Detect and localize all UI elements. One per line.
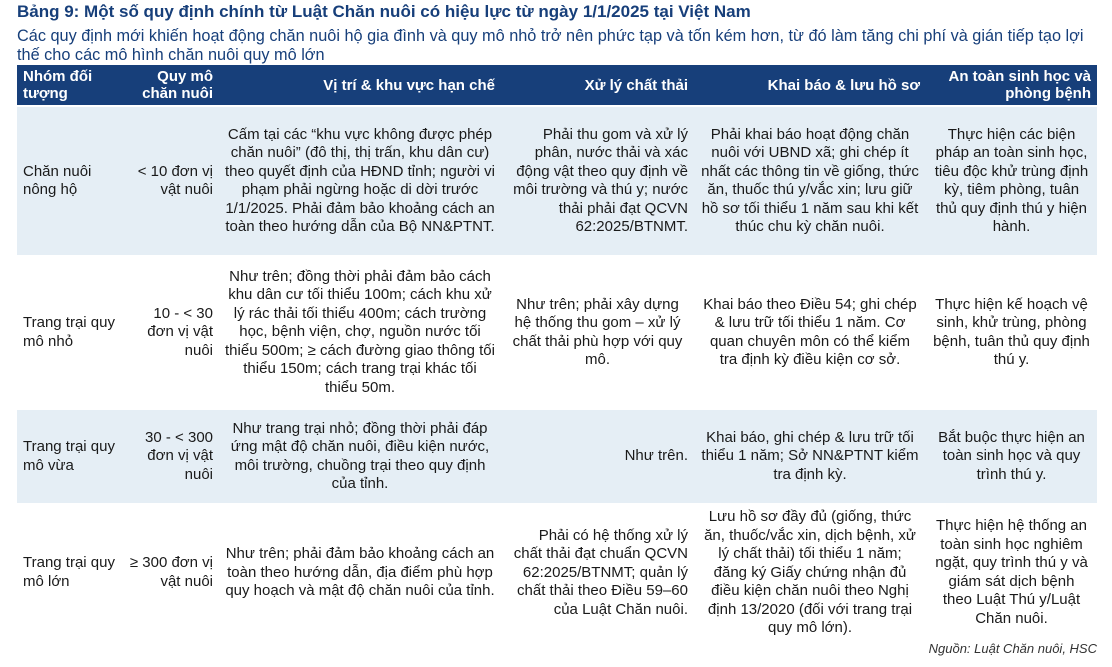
cell-biosecurity: Bắt buộc thực hiện an toàn sinh học và quy trình thú y. bbox=[926, 409, 1097, 504]
cell-biosecurity: Thực hiện các biện pháp an toàn sinh học, tiêu độc khử trùng định kỳ, tiêm phòng, tuân thủ quy định thú y hiện hành. bbox=[926, 106, 1097, 256]
cell-biosecurity: Thực hiện kế hoạch vệ sinh, khử trùng, phòng bệnh, tuân thủ quy định thú y. bbox=[926, 256, 1097, 409]
header-scale: Quy mô chăn nuôi bbox=[122, 65, 219, 106]
cell-location: Như trang trại nhỏ; đồng thời phải đáp ứng mật độ chăn nuôi, điều kiện nước, môi trường, chuồng trại theo quy định của tỉnh. bbox=[219, 409, 501, 504]
table-row bbox=[17, 106, 1097, 256]
table-subtitle: Các quy định mới khiến hoạt động chăn nuôi hộ gia đình và quy mô nhỏ trở nên phức tạp và tốn kém hơn, từ đó làm tăng chi phí và gián tiếp tạo lợi thế cho các mô hình chăn nuôi quy mô lớn bbox=[17, 27, 1084, 64]
table-title: Bảng 9: Một số quy định chính từ Luật Chăn nuôi có hiệu lực từ ngày 1/1/2025 tại Việt Nam bbox=[17, 2, 751, 21]
cell-group: Trang trại quy mô lớn bbox=[17, 504, 122, 641]
cell-group: Trang trại quy mô vừa bbox=[17, 409, 122, 504]
cell-waste: Như trên. bbox=[501, 409, 694, 504]
source-note: Nguồn: Luật Chăn nuôi, HSC bbox=[928, 641, 1097, 656]
cell-location: Cấm tại các “khu vực không được phép chăn nuôi” (đô thị, thị trấn, khu dân cư) theo quyết định của HĐND tỉnh; người vi phạm phải ngừng hoặc di dời trước 1/1/2025. Phải đảm bảo khoảng cách an toàn theo hướng dẫn của Bộ NN&PTNT. bbox=[219, 106, 501, 256]
table-row bbox=[17, 409, 1097, 504]
cell-scale: < 10 đơn vị vật nuôi bbox=[122, 106, 219, 256]
header-location: Vị trí & khu vực hạn chế bbox=[219, 65, 501, 106]
header-waste: Xử lý chất thải bbox=[501, 65, 694, 106]
table-header-row bbox=[17, 65, 1097, 106]
cell-biosecurity: Thực hiện hệ thống an toàn sinh học nghiêm ngặt, quy trình thú y và giám sát dịch bệnh theo Luật Thú y/Luật Chăn nuôi. bbox=[926, 504, 1097, 641]
regulation-table bbox=[17, 65, 1097, 641]
header-group: Nhóm đối tượng bbox=[17, 65, 122, 106]
cell-scale: ≥ 300 đơn vị vật nuôi bbox=[122, 504, 219, 641]
table-row bbox=[17, 256, 1097, 409]
header-biosecurity: An toàn sinh học và phòng bệnh bbox=[926, 65, 1097, 106]
cell-location: Như trên; đồng thời phải đảm bảo cách khu dân cư tối thiểu 100m; cách khu xử lý rác thải tối thiểu 400m; cách trường học, bệnh viện, chợ, nguồn nước tối thiểu 500m; ≥ cách đường giao thông tối thiểu 150m; cách trang trại khác tối thiểu 50m. bbox=[219, 256, 501, 409]
cell-waste: Phải thu gom và xử lý phân, nước thải và xác động vật theo quy định về môi trường và thú y; nước thải phải đạt QCVN 62:2025/BTNMT. bbox=[501, 106, 694, 256]
cell-location: Như trên; phải đảm bảo khoảng cách an toàn theo hướng dẫn, địa điểm phù hợp quy hoạch và mật độ chăn nuôi của tỉnh. bbox=[219, 504, 501, 641]
header-records: Khai báo & lưu hồ sơ bbox=[694, 65, 926, 106]
cell-group: Chăn nuôi nông hộ bbox=[17, 106, 122, 256]
cell-records: Khai báo, ghi chép & lưu trữ tối thiểu 1 năm; Sở NN&PTNT kiểm tra định kỳ. bbox=[694, 409, 926, 504]
cell-waste: Như trên; phải xây dựng hệ thống thu gom – xử lý chất thải phù hợp với quy mô. bbox=[501, 256, 694, 409]
cell-records: Khai báo theo Điều 54; ghi chép & lưu trữ tối thiểu 1 năm. Cơ quan chuyên môn có thể kiểm tra định kỳ điều kiện cơ sở. bbox=[694, 256, 926, 409]
cell-waste: Phải có hệ thống xử lý chất thải đạt chuẩn QCVN 62:2025/BTNMT; quản lý chất thải theo Điều 59–60 của Luật Chăn nuôi. bbox=[501, 504, 694, 641]
cell-records: Phải khai báo hoạt động chăn nuôi với UBND xã; ghi chép ít nhất các thông tin về giống, thức ăn, thuốc thú y/vắc xin; lưu giữ hồ sơ tối thiểu 1 năm sau khi kết thúc chu kỳ chăn nuôi. bbox=[694, 106, 926, 256]
cell-scale: 30 - < 300 đơn vị vật nuôi bbox=[122, 409, 219, 504]
cell-records: Lưu hồ sơ đầy đủ (giống, thức ăn, thuốc/vắc xin, dịch bệnh, xử lý chất thải) tối thiểu 1 năm; đăng ký Giấy chứng nhận đủ điều kiện chăn nuôi theo Nghị định 13/2020 (đối với trang trại quy mô lớn). bbox=[694, 504, 926, 641]
cell-group: Trang trại quy mô nhỏ bbox=[17, 256, 122, 409]
cell-scale: 10 - < 30 đơn vị vật nuôi bbox=[122, 256, 219, 409]
table-row bbox=[17, 504, 1097, 641]
